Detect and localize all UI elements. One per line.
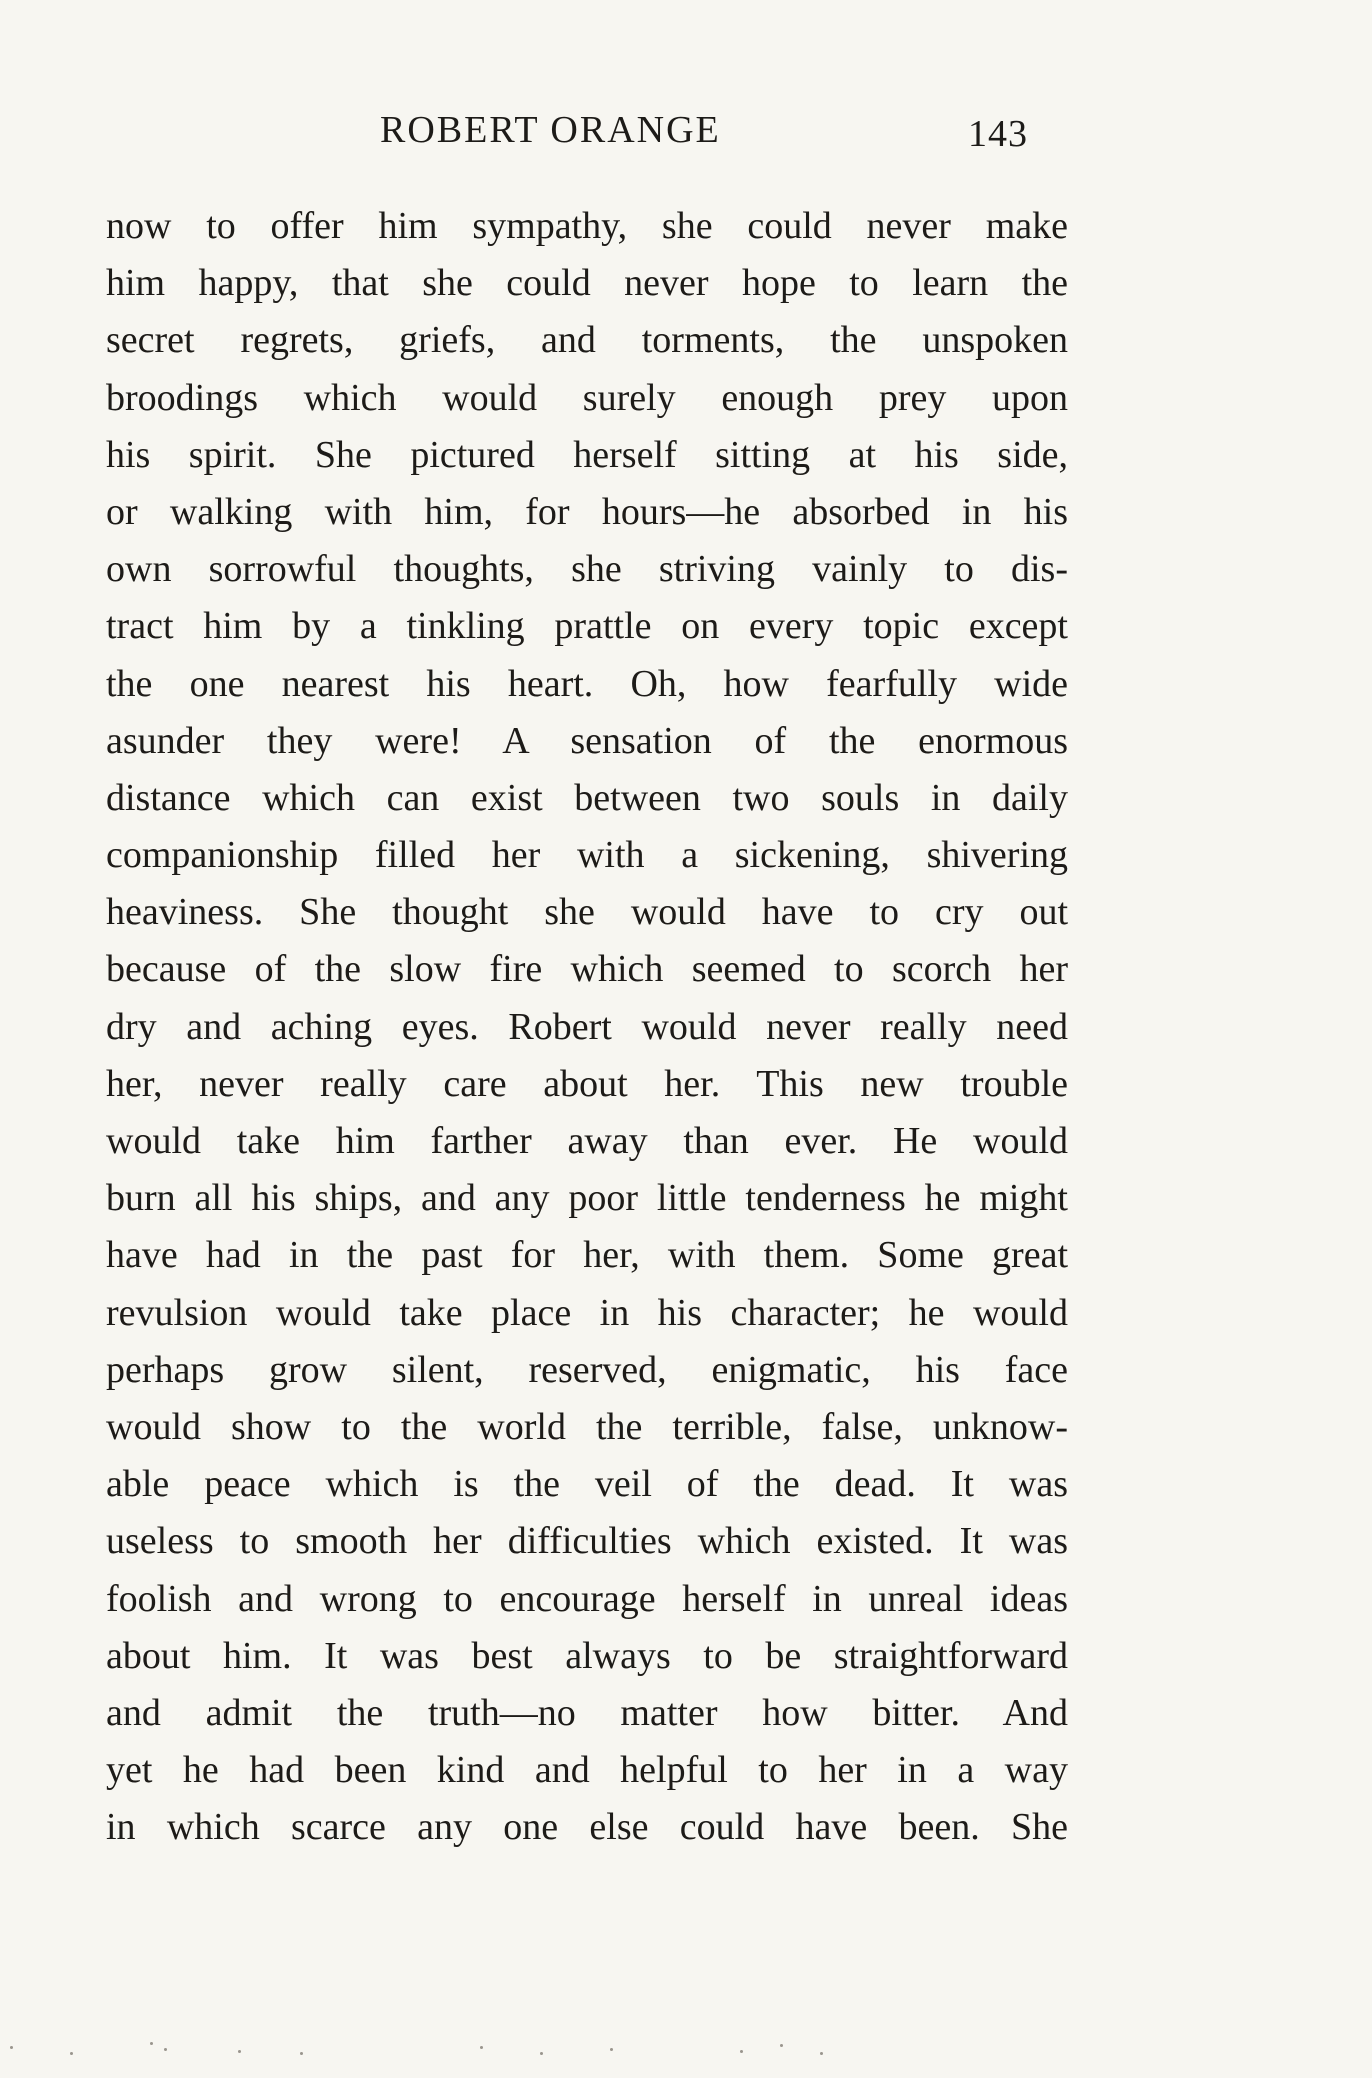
text-line: about him. It was best always to be straightforward <box>106 1634 1068 1677</box>
text-line: secret regrets, griefs, and torments, the unspoken <box>106 319 1068 362</box>
text-line: yet he had been kind and helpful to her in a way <box>106 1749 1068 1792</box>
text-line: dry and aching eyes. Robert would never really need <box>106 1005 1068 1048</box>
text-line: heaviness. She thought she would have to cry out <box>106 891 1068 934</box>
speck <box>780 2044 783 2047</box>
speck <box>480 2046 483 2049</box>
speck <box>150 2042 153 2045</box>
text-line: because of the slow fire which seemed to scorch her <box>106 948 1068 991</box>
text-line: his spirit. She pictured herself sitting at his side, <box>106 433 1068 476</box>
text-line: distance which can exist between two souls in daily <box>106 776 1068 819</box>
text-line: the one nearest his heart. Oh, how fearfully wide <box>106 662 1068 705</box>
text-line: have had in the past for her, with them. Some great <box>106 1234 1068 1277</box>
page-number: 143 <box>968 113 1028 155</box>
text-line: broodings which would surely enough prey upon <box>106 376 1068 419</box>
speck <box>300 2052 303 2055</box>
scan-specks <box>0 2030 1372 2078</box>
speck <box>164 2048 167 2051</box>
text-line: him happy, that she could never hope to learn the <box>106 262 1068 305</box>
speck <box>820 2052 823 2055</box>
text-line: and admit the truth—no matter how bitter. And <box>106 1691 1068 1734</box>
running-title: ROBERT ORANGE <box>380 109 721 151</box>
text-line: now to offer him sympathy, she could never make <box>106 205 1068 247</box>
text-line: perhaps grow silent, reserved, enigmatic, his face <box>106 1348 1068 1391</box>
text-line: her, never really care about her. This new trouble <box>106 1062 1068 1105</box>
text-line: burn all his ships, and any poor little tenderness he might <box>106 1177 1068 1220</box>
speck <box>70 2052 73 2055</box>
text-line: revulsion would take place in his character; he would <box>106 1291 1068 1334</box>
text-line: would show to the world the terrible, false, unknow- <box>106 1405 1068 1448</box>
text-line: tract him by a tinkling prattle on every topic except <box>106 605 1068 648</box>
speck <box>238 2050 241 2053</box>
speck <box>740 2050 743 2053</box>
text-line: or walking with him, for hours—he absorbed in his <box>106 490 1068 533</box>
speck <box>540 2052 543 2055</box>
text-line: own sorrowful thoughts, she striving vainly to dis- <box>106 548 1068 591</box>
running-header <box>0 108 1372 158</box>
text-line: useless to smooth her difficulties which existed. It was <box>106 1520 1068 1563</box>
text-line: foolish and wrong to encourage herself in unreal ideas <box>106 1577 1068 1620</box>
text-line: companionship filled her with a sickening, shivering <box>106 834 1068 877</box>
speck <box>10 2046 13 2049</box>
text-line: would take him farther away than ever. He would <box>106 1120 1068 1162</box>
speck <box>610 2048 613 2051</box>
text-line: in which scarce any one else could have been. She <box>106 1806 1068 1849</box>
body-text <box>106 198 1068 1856</box>
text-line: able peace which is the veil of the dead. It was <box>106 1463 1068 1506</box>
text-line: asunder they were! A sensation of the enormous <box>106 719 1068 762</box>
